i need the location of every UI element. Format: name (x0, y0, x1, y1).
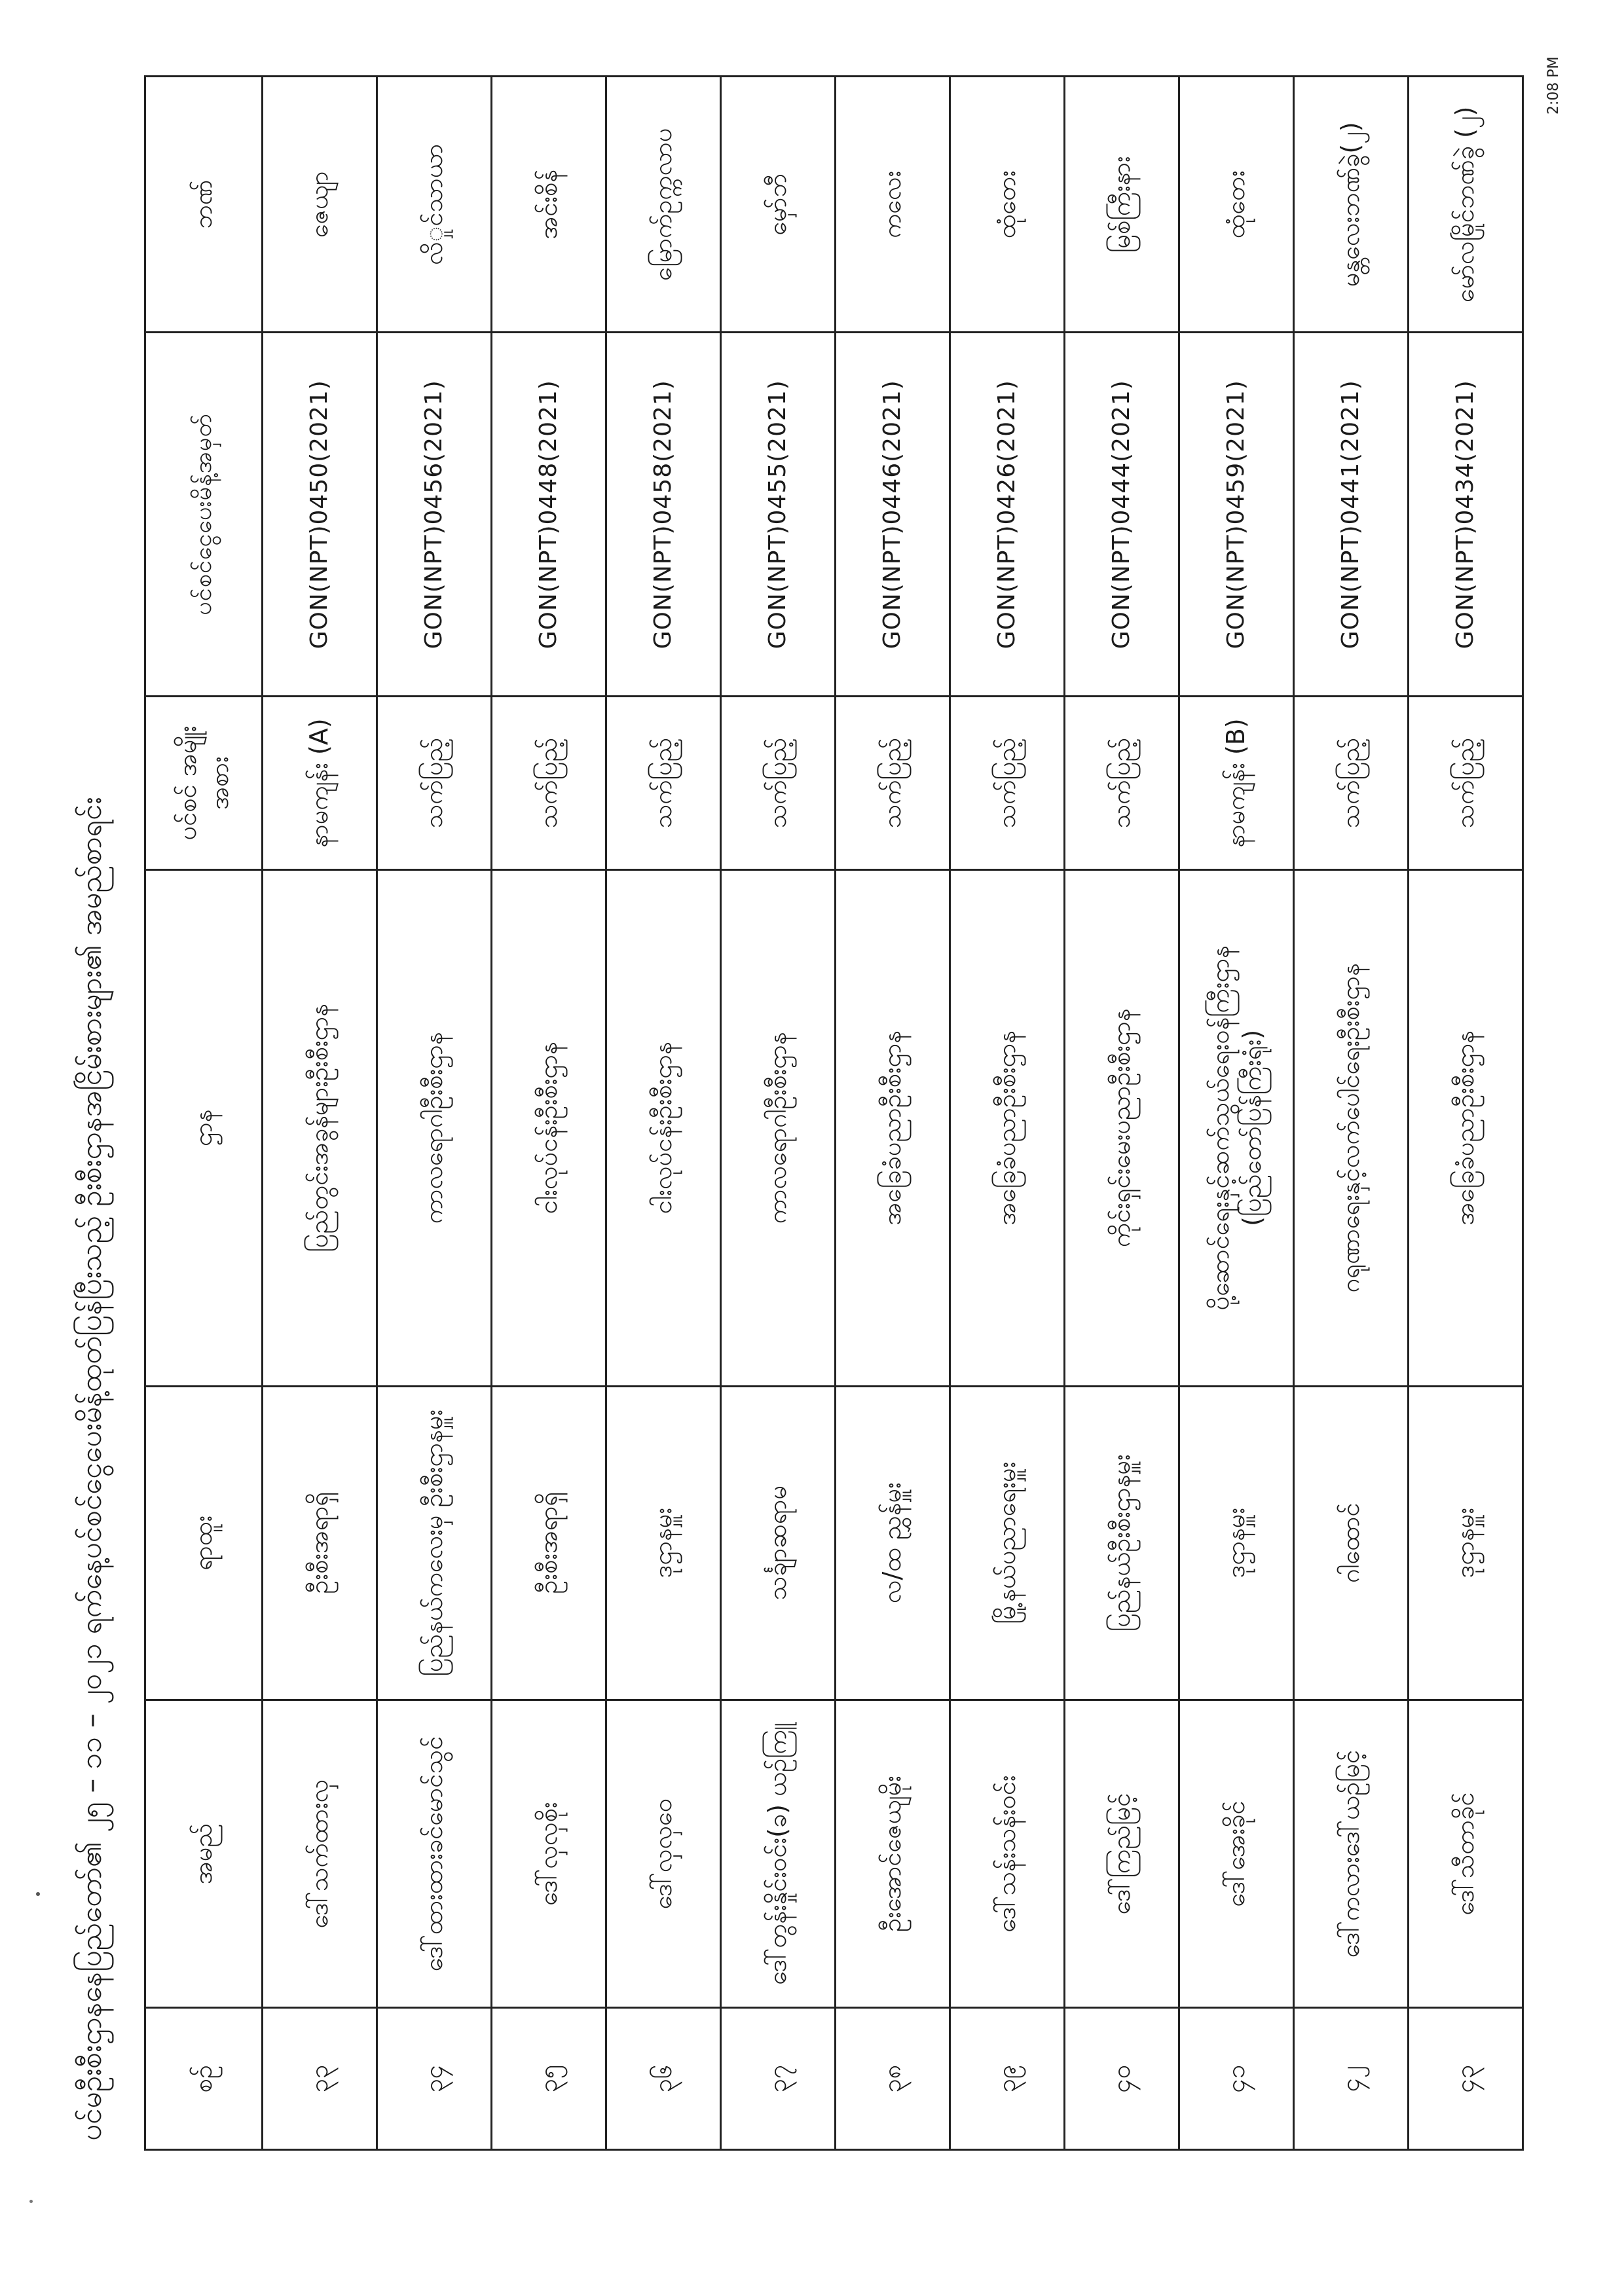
cell-rank: လ/ထ ညွှန်မှူး (836, 1386, 950, 1700)
cell-no: ၃၆ (606, 2008, 721, 2150)
cell-department: ပို့ဆောင်ရေးနှင့်ဆက်သွယ်ရေးဝန်ကြီးဌာန (ပြည်တော်ပြန်ကြီးရုံး) (1179, 869, 1294, 1386)
cell-rank: ဦးစီးအရာရှိ (263, 1386, 377, 1700)
print-timestamp: 2:08 PM (1545, 56, 1562, 115)
cell-license-no: GON(NPT)0455(2021) (721, 333, 836, 697)
cell-bank: ဇေယျာ (263, 77, 377, 333)
cell-name: ဒေါ်အေးခိုင် (1179, 1700, 1294, 2008)
cell-bank: အင်းစိန် (492, 77, 606, 333)
cell-no: ၃၃ (263, 2008, 377, 2150)
scan-speck (36, 1892, 40, 1896)
cell-name: ဒေါ်ကလားဒေါ်ယဉ်မြင့် (1294, 1700, 1409, 2008)
table-row (606, 77, 721, 2150)
cell-no: ၃၉ (950, 2008, 1065, 2150)
cell-department: ဂရုဏာရေးနှင့်လက်ပေါင်ရေးဦးစီးဌာန (1294, 869, 1409, 1386)
cell-bank: မြောက်ဥက္ကလာပ (606, 77, 721, 333)
cell-pension-type: သက်ပြည့် (377, 697, 492, 870)
header-row (145, 77, 263, 2150)
document-sheet (62, 56, 1581, 2229)
cell-department: အခြေခံပညာဦးစီးဌာန (950, 869, 1065, 1386)
cell-rank: ဦးစီးအရာရှိ (492, 1386, 606, 1700)
cell-name: ဒေါ်ထားထားခင်မောင်သွင် (377, 1700, 492, 2008)
cell-license-no: GON(NPT)0426(2021) (950, 333, 1065, 697)
cell-pension-type: သက်ပြည့် (1065, 697, 1179, 870)
cell-rank: ဂါထောင် (1294, 1386, 1409, 1700)
pension-table (144, 75, 1524, 2151)
cell-pension-type: နာမကျန်း (B) (1179, 697, 1294, 870)
cell-department: အခြေခံပညာဦးစီးဌာန (1409, 869, 1523, 1386)
table-row (1179, 77, 1294, 2150)
cell-no: ၄၀ (1065, 2008, 1179, 2150)
header-pension-type: ပင်စင် အမျိုးအစား (145, 697, 263, 870)
header-no: စဉ် (145, 2008, 263, 2150)
cell-name: ဒေါ်ကြည်မြင့် (1065, 1700, 1179, 2008)
header-license-no: ပင်စင်ငွေပေးမိန့်အမှတ် (145, 333, 263, 697)
cell-no: ၄၁ (1179, 2008, 1294, 2150)
cell-pension-type: သက်ပြည့် (1294, 697, 1409, 870)
header-bank: ဘဏ် (145, 77, 263, 333)
cell-rank: ဒုဌာနမှူး (1409, 1386, 1523, 1700)
cell-pension-type: သက်ပြည့် (836, 697, 950, 870)
cell-no: ၄၃ (1409, 2008, 1523, 2150)
table-row (950, 77, 1065, 2150)
cell-pension-type: သက်ပြည့် (606, 697, 721, 870)
cell-bank: မန္တလေးဘဏ်ခွဲ(၂) (1294, 77, 1409, 333)
cell-rank: ပြည်နယ်ကလေးမှ ဦးစီးဌာနမှူး (377, 1386, 492, 1700)
cell-bank: မှော်ဘီ (721, 77, 836, 333)
cell-no: ၃၄ (377, 2008, 492, 2150)
cell-license-no: GON(NPT)0448(2021) (492, 333, 606, 697)
cell-no: ၄၂ (1294, 2008, 1409, 2150)
cell-rank: ပြည်နယ်ဦးစီးဌာနမှူး (1065, 1386, 1179, 1700)
cell-department: ငါးလုပ်ငန်းဦးစီးဌာန (492, 869, 606, 1386)
cell-bank: ထုံတေး (950, 77, 1065, 333)
cell-license-no: GON(NPT)0456(2021) (377, 333, 492, 697)
header-rank: ရာထူး (145, 1386, 263, 1700)
table-row (263, 77, 377, 2150)
cell-bank: ကလေး (836, 77, 950, 333)
cell-name: ဦးအောင်ဇေယျမိုး (836, 1700, 950, 2008)
cell-no: ၃၇ (721, 2008, 836, 2150)
header-department: ဌာန (145, 869, 263, 1386)
cell-bank: မြစ်ကြီးနား (1065, 77, 1179, 333)
cell-rank: မြို့နယ်ပညာရေးမှူး (950, 1386, 1065, 1700)
table-row (1065, 77, 1179, 2150)
cell-department: ကာလရောဂါဦးစီးဌာန (377, 869, 492, 1386)
table-row (377, 77, 492, 2150)
cell-name: ဒေါ်သန်းသန်းဝင်း (950, 1700, 1065, 2008)
cell-name: ဒေါ်လှလှစိုး (492, 1700, 606, 2008)
cell-license-no: GON(NPT)0441(2021) (1294, 333, 1409, 697)
cell-no: ၃၅ (492, 2008, 606, 2150)
cell-department: ကာလရောဂါဦးစီးဌာန (721, 869, 836, 1386)
cell-license-no: GON(NPT)0450(2021) (263, 333, 377, 697)
cell-rank: ဒုဌာနမှူး (606, 1386, 721, 1700)
table-row (1294, 77, 1409, 2150)
cell-department: အခြေခံပညာဦးစီးဌာန (836, 869, 950, 1386)
cell-rank: ဒုဌာနမှူး (1179, 1386, 1294, 1700)
cell-pension-type: သက်ပြည့် (492, 697, 606, 870)
cell-license-no: GON(NPT)0458(2021) (606, 333, 721, 697)
document-title: ပင်မဦးစီးဌာနနေပြည်တော်၏ ၂၅ – ၁၁ – ၂၀၂၁ ရက်နေ့ပင်စင်ငွေပေးမိန့်ထုတ်ပြန်ပြီးသည့် ဦးစီးဌာနအငြိမ်းစားများ၏ အမည်စာရင်း (75, 797, 108, 2141)
header-name: အမည် (145, 1700, 263, 2008)
cell-bank: လိှုင်သာယာ (377, 77, 492, 333)
table-row (1409, 77, 1523, 2150)
table-row (492, 77, 606, 2150)
cell-department: ငါးလုပ်ငန်းဦးစီးဌာန (606, 869, 721, 1386)
cell-rank: သင်္ချာဆရာမ (721, 1386, 836, 1700)
cell-license-no: GON(NPT)0444(2021) (1065, 333, 1179, 697)
cell-name: ဒေါ်လှလှဝေ (606, 1700, 721, 2008)
cell-no: ၃၈ (836, 2008, 950, 2150)
cell-pension-type: နာမကျန်း (A) (263, 697, 377, 870)
cell-bank: ထုံတေး (1179, 77, 1294, 333)
cell-name: ဒေါ်သီတာခိုင် (1409, 1700, 1523, 2008)
cell-department: ပြည်တွင်းအခွန်များဦးစီးဌာန (263, 869, 377, 1386)
scan-speck (29, 2200, 33, 2203)
table-row (836, 77, 950, 2150)
cell-name: ဒေါ်သက်ထားလှ (263, 1700, 377, 2008)
cell-pension-type: သက်ပြည့် (721, 697, 836, 870)
cell-license-no: GON(NPT)0459(2021) (1179, 333, 1294, 697)
cell-pension-type: သက်ပြည့် (950, 697, 1065, 870)
cell-bank: မော်လမြိုင်ဘဏ်ခွဲ (၂) (1409, 77, 1523, 333)
cell-department: ကိုင်းရှင်းမေးပညာဦးစီးဌာန (1065, 869, 1179, 1386)
table-row (721, 77, 836, 2150)
cell-license-no: GON(NPT)0446(2021) (836, 333, 950, 697)
cell-name: ဒေါ်တွန်းနှိုင်းဝင်း(ခ) ယဉ်ကြူ (721, 1700, 836, 2008)
cell-pension-type: သက်ပြည့် (1409, 697, 1523, 870)
cell-license-no: GON(NPT)0434(2021) (1409, 333, 1523, 697)
